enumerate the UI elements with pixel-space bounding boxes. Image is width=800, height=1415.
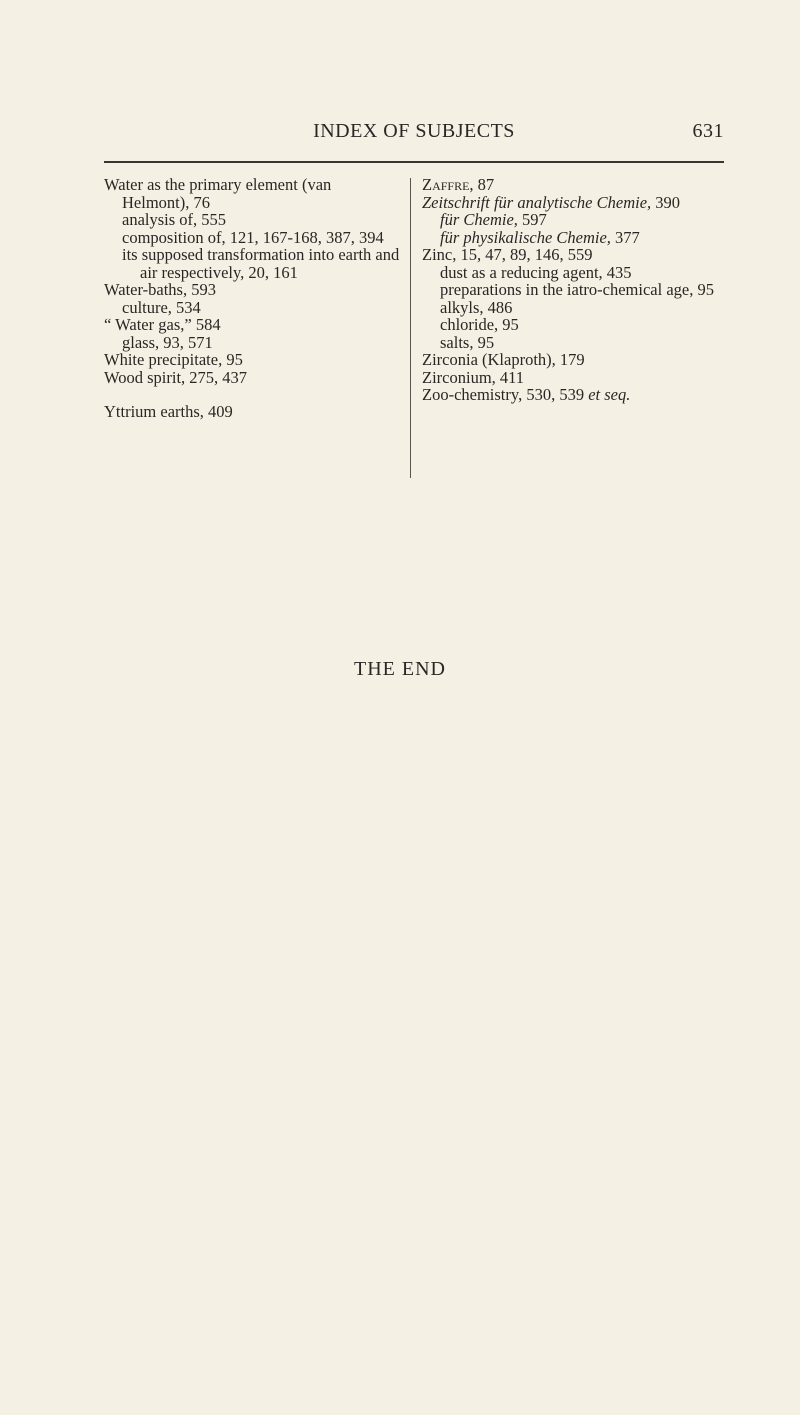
page-number: 631 — [692, 120, 724, 142]
index-subentry-zinc-chloride: chloride, 95 — [440, 315, 519, 334]
index-subentry-zinc-salts: salts, 95 — [440, 332, 495, 352]
page-header — [104, 120, 724, 150]
index-entry-yttrium: Yttrium earths, 409 — [104, 402, 233, 421]
index-column-right — [422, 176, 722, 404]
index-entry-water-baths: Water-baths, 593 — [104, 280, 216, 299]
header-rule — [104, 161, 724, 163]
index-subentry-zinc-preparations: preparations in the iatro-chemical age, 95 — [440, 280, 714, 299]
index-entry-zeitschrift-analytische — [422, 194, 722, 212]
index-subentry-fur-chemie — [422, 211, 722, 229]
page-ref: 377 — [615, 227, 640, 247]
index-subentry-water-analysis: analysis of, 555 — [122, 210, 227, 229]
index-entry-zoo-chemistry — [422, 386, 722, 404]
index-subentry-water-baths-culture: culture, 534 — [122, 297, 201, 317]
index-subentry-zinc-alkyls: alkyls, 486 — [440, 297, 513, 317]
index-column-left — [104, 176, 400, 421]
column-divider — [410, 178, 411, 478]
journal-title: für Chemie, — [440, 210, 518, 229]
index-entry-zaffre: Zaffre, 87 — [422, 175, 495, 194]
index-subentry-water-composition: composition of, 121, 167-168, 387, 394 — [122, 227, 384, 247]
index-subentry-zinc-dust: dust as a reducing agent, 435 — [440, 262, 632, 282]
index-entry-water-gas: “ Water gas,” 584 — [104, 315, 221, 334]
index-entry-zirconia: Zirconia (Klaproth), 179 — [422, 350, 585, 369]
index-subentry-fur-physikalische-chemie — [422, 229, 722, 247]
page-ref: 390 — [655, 192, 681, 212]
journal-title: für physikalische Chemie, — [440, 227, 611, 247]
index-entry-white-precipitate: White precipitate, 95 — [104, 350, 243, 369]
journal-title: Zeitschrift für analytische Chemie, — [422, 192, 652, 212]
page-ref: 597 — [522, 210, 547, 229]
index-entry-zinc: Zinc, 15, 47, 89, 146, 559 — [422, 245, 593, 264]
the-end: THE END — [354, 658, 446, 680]
index-entry-zirconium: Zirconium, 411 — [422, 367, 525, 387]
index-subentry-water-transformation: its supposed transformation into earth and air respectively, 20, 161 — [122, 245, 400, 282]
index-entry-wood-spirit: Wood spirit, 275, 437 — [104, 367, 248, 387]
index-subentry-water-gas-glass: glass, 93, 571 — [122, 332, 213, 352]
index-entry-water: Water as the primary element (van Helmont), 76 — [104, 175, 332, 212]
page-title: INDEX OF SUBJECTS — [313, 120, 515, 142]
entry-text: Zoo-chemistry, 530, 539 — [422, 385, 585, 404]
et-seq: et seq. — [588, 385, 631, 404]
